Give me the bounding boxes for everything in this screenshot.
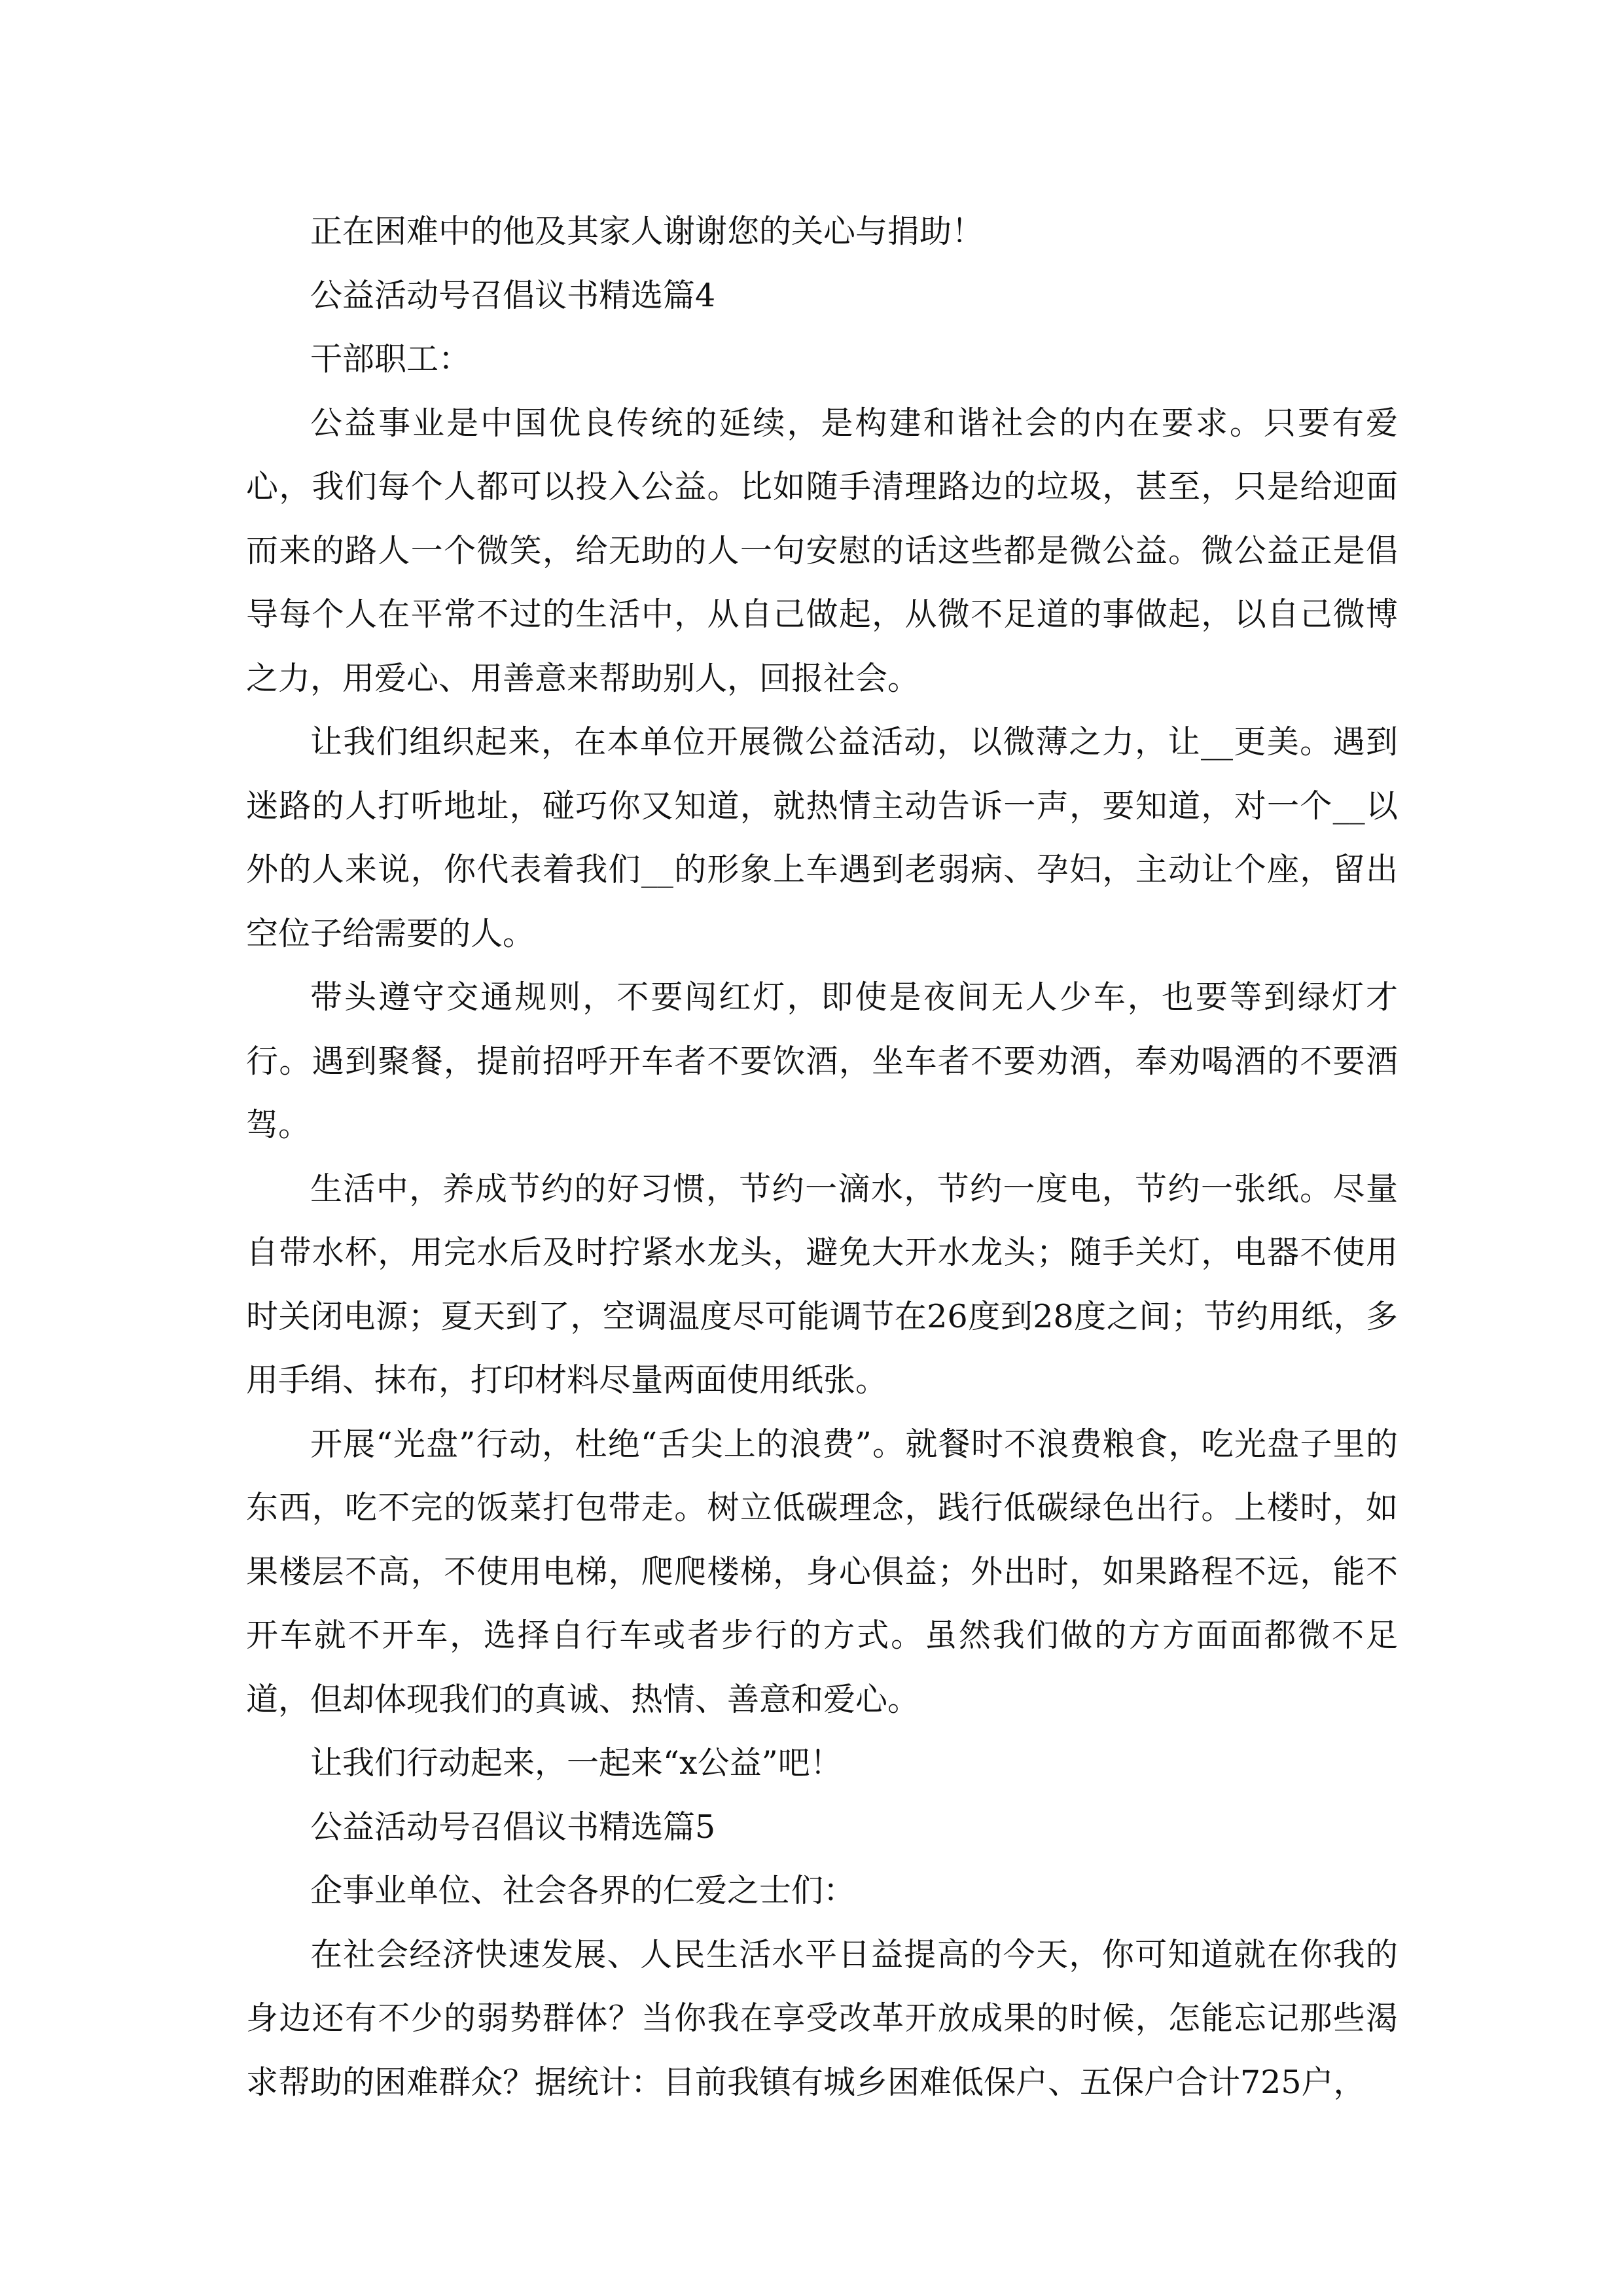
- paragraph: 生活中，养成节约的好习惯，节约一滴水，节约一度电，节约一张纸。尽量自带水杯，用完水后及时拧紧水龙头，避免大开水龙头；随手关灯，电器不使用时关闭电源；夏天到了，空调温度尽可能调节在26度到28度之间；节约用纸，多用手绢、抹布，打印材料尽量两面使用纸张。: [246, 1170, 1398, 1399]
- section-title-5: 公益活动号召倡议书精选篇5: [310, 1808, 716, 1846]
- paragraph: 让我们行动起来，一起来“x公益”吧！: [310, 1744, 842, 1782]
- paragraph: 开展“光盘”行动，杜绝“舌尖上的浪费”。就餐时不浪费粮食，吃光盘子里的东西，吃不完的饭菜打包带走。树立低碳理念，践行低碳绿色出行。上楼时，如果楼层不高，不使用电梯，爬爬楼梯，身心俱益；外出时，如果路程不远，能不开车就不开车，选择自行车或者步行的方式。虽然我们做的方方面面都微不足道，但却体现我们的真诚、热情、善意和爱心。: [246, 1425, 1398, 1718]
- closing-thanks-line: 正在困难中的他及其家人谢谢您的关心与捐助！: [310, 213, 984, 250]
- paragraph: 公益事业是中国优良传统的延续，是构建和谐社会的内在要求。只要有爱心，我们每个人都可以投入公益。比如随手清理路边的垃圾，甚至，只是给迎面而来的路人一个微笑，给无助的人一句安慰的话这些都是微公益。微公益正是倡导每个人在平常不过的生活中，从自己做起，从微不足道的事做起，以自己微博之力，用爱心、用善意来帮助别人，回报社会。: [246, 404, 1398, 697]
- paragraph: 让我们组织起来，在本单位开展微公益活动，以微薄之力，让__更美。遇到迷路的人打听地址，碰巧你又知道，就热情主动告诉一声，要知道，对一个__以外的人来说，你代表着我们__的形象上车遇到老弱病、孕妇，主动让个座，留出空位子给需要的人。: [246, 723, 1398, 952]
- section-title-4: 公益活动号召倡议书精选篇4: [310, 276, 716, 314]
- document-body: [246, 200, 1398, 2114]
- salutation-5: 企事业单位、社会各界的仁爱之士们：: [310, 1872, 856, 1909]
- paragraph: 在社会经济快速发展、人民生活水平日益提高的今天，你可知道就在你我的身边还有不少的弱势群体？当你我在享受改革开放成果的时候，怎能忘记那些渴求帮助的困难群众？据统计：目前我镇有城乡困难低保户、五保户合计725户，: [246, 1935, 1398, 2101]
- salutation-4: 干部职工：: [310, 340, 471, 378]
- paragraph: 带头遵守交通规则，不要闯红灯，即使是夜间无人少车，也要等到绿灯才行。遇到聚餐，提前招呼开车者不要饮酒，坐车者不要劝酒，奉劝喝酒的不要酒驾。: [246, 978, 1398, 1143]
